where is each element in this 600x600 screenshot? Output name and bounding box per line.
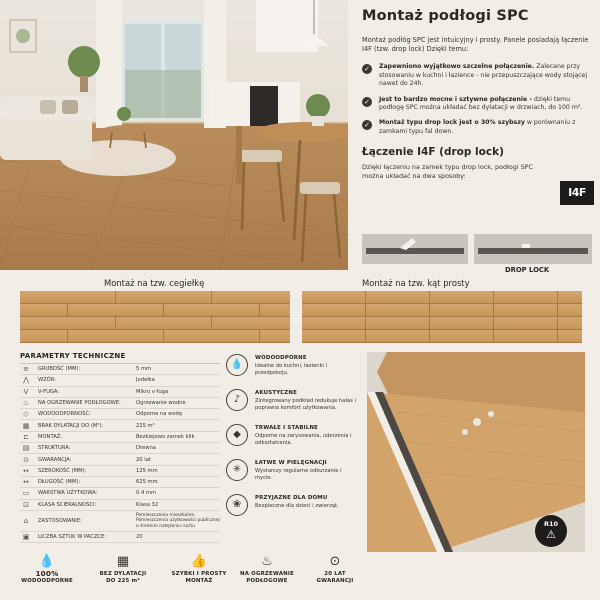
badge-item bbox=[164, 553, 234, 584]
param-row bbox=[20, 500, 220, 511]
param-label: STRUKTURA: bbox=[38, 445, 71, 452]
slip-person-icon: ⚠ bbox=[546, 528, 556, 541]
badge-sub: MONTAŻ bbox=[185, 577, 213, 584]
brick-pattern-label: Montaż na tzw. cegiełkę bbox=[104, 278, 205, 288]
param-row bbox=[20, 364, 220, 375]
param-value: Odporne na wodę bbox=[136, 411, 183, 418]
param-value: Ogrzewanie wodne bbox=[136, 400, 186, 407]
lock-title: Łączenie I4F (drop lock) bbox=[362, 146, 504, 159]
param-value: 125 mm bbox=[136, 467, 158, 474]
benefit-item bbox=[362, 96, 592, 113]
param-row bbox=[20, 387, 220, 398]
param-label: WARSTWA UŻYTKOWA: bbox=[38, 490, 98, 497]
badge-sub: PODŁOGOWE bbox=[246, 577, 288, 584]
badge-icon: 💧 bbox=[38, 554, 56, 569]
interior-photo bbox=[0, 0, 348, 270]
feature-icon: ✳ bbox=[226, 459, 248, 481]
feature-title: TRWAŁE I STABILNE bbox=[255, 425, 319, 431]
param-value: Pomieszczenia mieszkalne. Pomieszczenia użytkowości publicznej o średnim natężeniu ruchu bbox=[136, 512, 220, 529]
param-icon: ≡ bbox=[23, 365, 29, 374]
param-icon: ↔ bbox=[23, 478, 29, 487]
feature-text: Zintegrowany podkład redukuje hałas i poprawia komfort użytkowania. bbox=[255, 398, 356, 411]
brick-pattern-image bbox=[20, 291, 290, 344]
param-label: BRAK DYLATACJI DO (M²): bbox=[38, 422, 104, 429]
feature-item bbox=[226, 387, 358, 422]
benefits-list bbox=[362, 63, 592, 136]
benefit-text: Zalecane przy stosowaniu w kuchni i łazience - nie przepuszczające wody stojącej nawet do 24h. bbox=[379, 63, 588, 88]
param-label: WZÓR: bbox=[38, 377, 56, 384]
param-icon: ▤ bbox=[22, 444, 30, 453]
param-label: NA OGRZEWANIE PODŁOGOWE: bbox=[38, 400, 121, 407]
param-value: 0.4 mm bbox=[136, 490, 157, 497]
feature-title: AKUSTYCZNE bbox=[255, 390, 297, 396]
feature-icon: ❀ bbox=[226, 494, 248, 516]
params-title: PARAMETRY TECHNICZNE bbox=[20, 352, 220, 364]
param-row bbox=[20, 511, 220, 532]
feature-text: Bezpieczne dla dzieci i zwierząt. bbox=[255, 503, 339, 509]
param-value: 20 bbox=[136, 534, 143, 540]
param-label: V-FUGA: bbox=[38, 388, 60, 395]
benefit-bold: Jest to bardzo mocne i sztywne połączenie - bbox=[379, 95, 532, 103]
drop-lock-label: DROP LOCK bbox=[505, 266, 550, 274]
benefit-item bbox=[362, 119, 592, 136]
param-row bbox=[20, 420, 220, 431]
feature-title: ŁATWE W PIELĘGNACJI bbox=[255, 460, 327, 466]
param-value: Drewna bbox=[136, 445, 156, 452]
param-row bbox=[20, 409, 220, 420]
param-value: 625 mm bbox=[136, 479, 158, 486]
drop-lock-illustration bbox=[362, 234, 592, 264]
param-icon: ↔ bbox=[23, 466, 29, 475]
feature-text: Odporne na zarysowania, uderzenia i odkształcenia. bbox=[255, 433, 352, 446]
param-label: ZASTOSOWANIE: bbox=[38, 517, 82, 524]
badge-line: BEZ DYLATACJI bbox=[99, 571, 147, 577]
param-row bbox=[20, 532, 220, 543]
param-value: Mikro v-fuga bbox=[136, 388, 169, 395]
param-icon: ▦ bbox=[22, 421, 30, 430]
r10-label: R10 bbox=[543, 520, 559, 528]
param-row bbox=[20, 477, 220, 488]
param-label: DŁUGOŚĆ (MM): bbox=[38, 479, 81, 486]
badge-item bbox=[232, 553, 302, 584]
badge-icon: 👍 bbox=[190, 554, 208, 569]
benefit-text: w porównaniu z zamkami typu fal down. bbox=[379, 119, 576, 135]
param-row bbox=[20, 454, 220, 465]
intro-text: Montaż podłóg SPC jest intuicyjny i prosty. Panele posiadają łączenie I4F (tzw. drop lock) Dzięki temu: bbox=[362, 36, 589, 54]
feature-icon: ♪ bbox=[226, 389, 248, 411]
badge-line: NA OGRZEWANIE bbox=[240, 571, 294, 577]
param-value: Jodełka bbox=[136, 377, 155, 384]
feature-text: Wystarczy regularne odkurzanie i mycie. bbox=[255, 468, 342, 481]
feature-item bbox=[226, 422, 358, 457]
param-row bbox=[20, 466, 220, 477]
param-row bbox=[20, 398, 220, 409]
bottom-badges bbox=[0, 553, 600, 600]
param-value: Bezklejowo zamek klik bbox=[136, 433, 195, 440]
param-label: WODOODPORNOŚĆ: bbox=[38, 411, 91, 418]
check-icon: ✓ bbox=[362, 120, 372, 130]
feature-icon: 💧 bbox=[226, 354, 248, 376]
feature-item bbox=[226, 457, 358, 492]
param-row bbox=[20, 375, 220, 386]
badge-icon: ▦ bbox=[116, 554, 130, 569]
param-label: SZEROKOŚĆ (MM): bbox=[38, 467, 87, 474]
installation-section bbox=[362, 8, 592, 274]
param-icon: ▭ bbox=[22, 489, 30, 498]
param-icon: ⌂ bbox=[23, 516, 29, 525]
feature-item bbox=[226, 492, 358, 527]
feature-icon: ◆ bbox=[226, 424, 248, 446]
param-value: 20 lat bbox=[136, 456, 151, 463]
benefit-bold: Montaż typu drop lock jest o 30% szybszy bbox=[379, 119, 525, 127]
param-value: 5 mm bbox=[136, 366, 152, 373]
param-icon: ♨ bbox=[22, 399, 30, 408]
badge-icon: ⊙ bbox=[329, 554, 341, 569]
param-label: GRUBOŚĆ (MM): bbox=[38, 366, 81, 373]
param-label: KLASA ŚCIERALNOŚCI: bbox=[38, 501, 97, 508]
lock-description: Dzięki łączeniu na zamek typu drop lock, podłogi SPC można układać na dwa sposoby: bbox=[362, 163, 534, 180]
badge-icon: ♨ bbox=[261, 554, 273, 569]
benefit-text: dzięki temu podłogę SPC można układać bez dylatacji w drzwiach, do 100 m². bbox=[379, 95, 583, 112]
param-icon: ⊡ bbox=[23, 500, 29, 509]
badge-line: SZYBKI I PROSTY bbox=[171, 571, 227, 577]
param-icon: ⊏ bbox=[23, 432, 29, 441]
i4f-logo: I4F bbox=[560, 181, 594, 205]
page-title: Montaż podłogi SPC bbox=[362, 8, 529, 24]
feature-text: Idealne do kuchni, łazienki i przedpokoju. bbox=[255, 363, 328, 376]
param-icon: V bbox=[23, 387, 29, 396]
straight-pattern-label: Montaż na tzw. kąt prosty bbox=[362, 278, 470, 288]
badge-item bbox=[300, 553, 370, 584]
r10-slip-badge bbox=[535, 515, 567, 547]
feature-item bbox=[226, 352, 358, 387]
param-icon: ▣ bbox=[22, 533, 30, 541]
feature-title: PRZYJAZNE DLA DOMU bbox=[255, 495, 328, 501]
feature-title: WODOODPORNE bbox=[255, 355, 307, 361]
features-list bbox=[226, 352, 358, 527]
badge-line: 20 LAT bbox=[324, 571, 346, 577]
param-row bbox=[20, 443, 220, 454]
param-icon: ⋀ bbox=[23, 376, 29, 385]
check-icon: ✓ bbox=[362, 64, 372, 74]
badge-item bbox=[88, 553, 158, 584]
badge-item bbox=[12, 553, 82, 584]
badge-sub: WODOODPORNE bbox=[21, 577, 73, 584]
param-label: LICZBA SZTUK W PACZCE: bbox=[38, 534, 107, 540]
benefit-bold: Zapewniono wyjątkowo szczelne połączenie. bbox=[379, 63, 535, 71]
badge-sub: GWARANCJI bbox=[316, 577, 354, 584]
param-label: GWARANCJA: bbox=[38, 456, 72, 463]
param-icon: ⊙ bbox=[23, 455, 29, 464]
straight-pattern-image bbox=[302, 291, 582, 344]
param-label: MONTAŻ: bbox=[38, 433, 63, 440]
param-icon: ◇ bbox=[23, 410, 29, 419]
param-value: 225 m² bbox=[136, 422, 155, 429]
param-row bbox=[20, 488, 220, 499]
param-row bbox=[20, 432, 220, 443]
benefit-item bbox=[362, 63, 592, 88]
param-value: Klasa 32 bbox=[136, 501, 159, 508]
badge-line: 100% bbox=[35, 569, 59, 578]
technical-parameters-table bbox=[20, 352, 220, 543]
check-icon: ✓ bbox=[362, 97, 372, 107]
badge-sub: DO 225 m² bbox=[106, 577, 140, 584]
